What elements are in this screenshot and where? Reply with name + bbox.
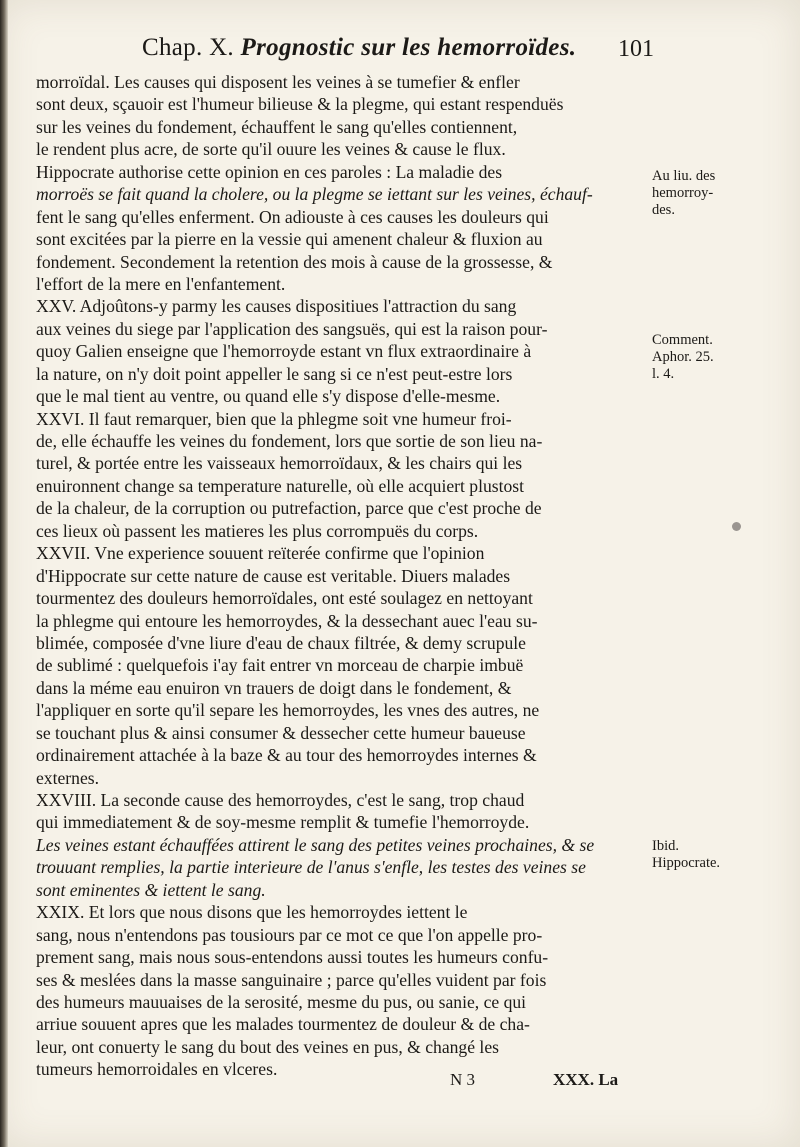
page-header: [36, 34, 654, 74]
text-line: XXV. Adjoûtons-y parmy les causes dispositiues l'attraction du sang: [36, 296, 517, 317]
text-line: sont deux, sçauoir est l'humeur bilieuse & la plegme, qui estant respenduës: [36, 94, 564, 115]
text-line: que le mal tient au ventre, ou quand elle s'y dispose d'elle-mesme.: [36, 386, 501, 407]
body-text: [36, 71, 648, 1081]
margin-note-line: Au liu. des: [652, 168, 716, 184]
text-line: turel, & portée entre les vaisseaux hemorroïdaux, & les chairs qui les: [36, 453, 523, 474]
text-line: le rendent plus acre, de sorte qu'il ouure les veines & cause le flux.: [36, 139, 506, 160]
text-line: morroïdal. Les causes qui disposent les veines à se tumefier & enfler: [36, 72, 520, 92]
text-line: des humeurs mauuaises de la serosité, mesme du pus, ou sanie, ce qui: [36, 991, 527, 1012]
text-line: ses & meslées dans la masse sanguinaire ; parce qu'elles vuident par fois: [36, 969, 547, 990]
paper-spot: [732, 522, 741, 531]
text-line: XXVI. Il faut remarquer, bien que la phlegme soit vne humeur froi-: [36, 408, 512, 429]
margin-notes: [650, 0, 800, 1147]
text-line: sont eminentes & iettent le sang.: [36, 879, 266, 900]
page-binding-edge: [0, 0, 8, 1147]
margin-note-line: Ibid.: [652, 838, 679, 854]
catchword: XXX. La: [553, 1070, 619, 1089]
text-line: fent le sang qu'elles enferment. On adiouste à ces causes les douleurs qui: [36, 206, 549, 227]
margin-note-line: Comment.: [652, 332, 713, 348]
text-line: qui immediatement & de soy-mesme remplit & tumefie l'hemorroyde.: [36, 812, 530, 833]
text-line: prement sang, mais nous sous-entendons aussi toutes les humeurs confu-: [36, 947, 549, 968]
text-line: leur, ont conuerty le sang du bout des veines en pus, & changé les: [36, 1036, 499, 1057]
text-line: d'Hippocrate sur cette nature de cause est veritable. Diuers malades: [36, 565, 511, 586]
text-line: arriue souuent apres que les malades tourmentez de douleur & de cha-: [36, 1014, 530, 1035]
running-head-chapter: Chap. X.: [142, 34, 234, 61]
text-line: l'effort de la mere en l'enfantement.: [36, 273, 286, 294]
text-line: XXVIII. La seconde cause des hemorroydes, c'est le sang, trop chaud: [36, 790, 525, 810]
text-line: blimée, composée d'vne liure d'eau de chaux filtrée, & demy scrupule: [36, 632, 526, 653]
text-line: sang, nous n'entendons pas tousiours par ce mot ce que l'on appelle pro-: [36, 924, 543, 945]
text-line: fondement. Secondement la retention des mois à cause de la grossesse, &: [36, 251, 553, 272]
margin-note-line: l. 4.: [652, 366, 675, 382]
text-line: externes.: [36, 767, 100, 788]
text-line: XXVII. Vne experience souuent reïterée confirme que l'opinion: [36, 543, 485, 564]
text-line: dans la méme eau enuiron vn trauers de doigt dans le fondement, &: [36, 677, 512, 698]
text-line: se touchant plus & ainsi consumer & dessecher cette humeur baueuse: [36, 722, 526, 743]
margin-note-line: hemorroy-: [652, 185, 714, 201]
text-line: la phlegme qui entoure les hemorroydes, & la dessechant auec l'eau su-: [36, 610, 538, 631]
margin-note-line: Aphor. 25.: [652, 349, 714, 365]
running-head: [142, 34, 576, 62]
page-number: 101: [618, 36, 654, 62]
text-line: tumeurs hemorroidales en vlceres.: [36, 1059, 278, 1080]
text-line: Hippocrate authorise cette opinion en ces paroles : La maladie des: [36, 161, 503, 182]
text-line: sont excitées par la pierre en la vessie qui amenent chaleur & fluxion au: [36, 229, 543, 250]
running-head-title: Prognostic sur les hemorroïdes.: [240, 34, 577, 61]
text-line: de, elle échauffe les veines du fondement, lors que sortie de son lieu na-: [36, 431, 543, 451]
text-line: trouuant remplies, la partie interieure de l'anus s'enfle, les testes des veines se: [36, 857, 586, 878]
margin-note: [652, 332, 714, 383]
text-line: morroës se fait quand la cholere, ou la plegme se iettant sur les veines, échauf-: [36, 184, 593, 205]
text-line: Les veines estant échauffées attirent le sang des petites veines prochaines, & se: [36, 834, 595, 855]
margin-note: [652, 168, 715, 219]
margin-note-line: des.: [652, 202, 675, 218]
text-line: ces lieux où passent les matieres les plus corrompuës du corps.: [36, 520, 479, 541]
margin-note: [652, 838, 720, 872]
text-line: de la chaleur, de la corruption ou putrefaction, parce que c'est proche de: [36, 498, 542, 519]
text-line: XXIX. Et lors que nous disons que les hemorroydes iettent le: [36, 902, 468, 923]
text-line: aux veines du siege par l'application des sangsuës, qui est la raison pour-: [36, 318, 548, 339]
text-line: la nature, on n'y doit point appeller le sang si ce n'est peut-estre lors: [36, 363, 513, 384]
margin-note-line: Hippocrate.: [652, 855, 721, 871]
text-line: de sublimé : quelquefois i'ay fait entrer vn morceau de charpie imbuë: [36, 655, 524, 676]
signature-mark: N 3: [450, 1070, 476, 1089]
text-line: tourmentez des douleurs hemorroïdales, ont esté soulagez en nettoyant: [36, 588, 533, 609]
text-line: l'appliquer en sorte qu'il separe les hemorroydes, les vnes des autres, ne: [36, 700, 540, 721]
text-line: enuironnent change sa temperature naturelle, où elle acquiert plustost: [36, 475, 525, 496]
text-line: ordinairement attachée à la baze & au tour des hemorroydes internes &: [36, 745, 537, 766]
text-line: quoy Galien enseigne que l'hemorroyde estant vn flux extraordinaire à: [36, 341, 532, 362]
text-line: sur les veines du fondement, échauffent le sang qu'elles contiennent,: [36, 116, 518, 137]
